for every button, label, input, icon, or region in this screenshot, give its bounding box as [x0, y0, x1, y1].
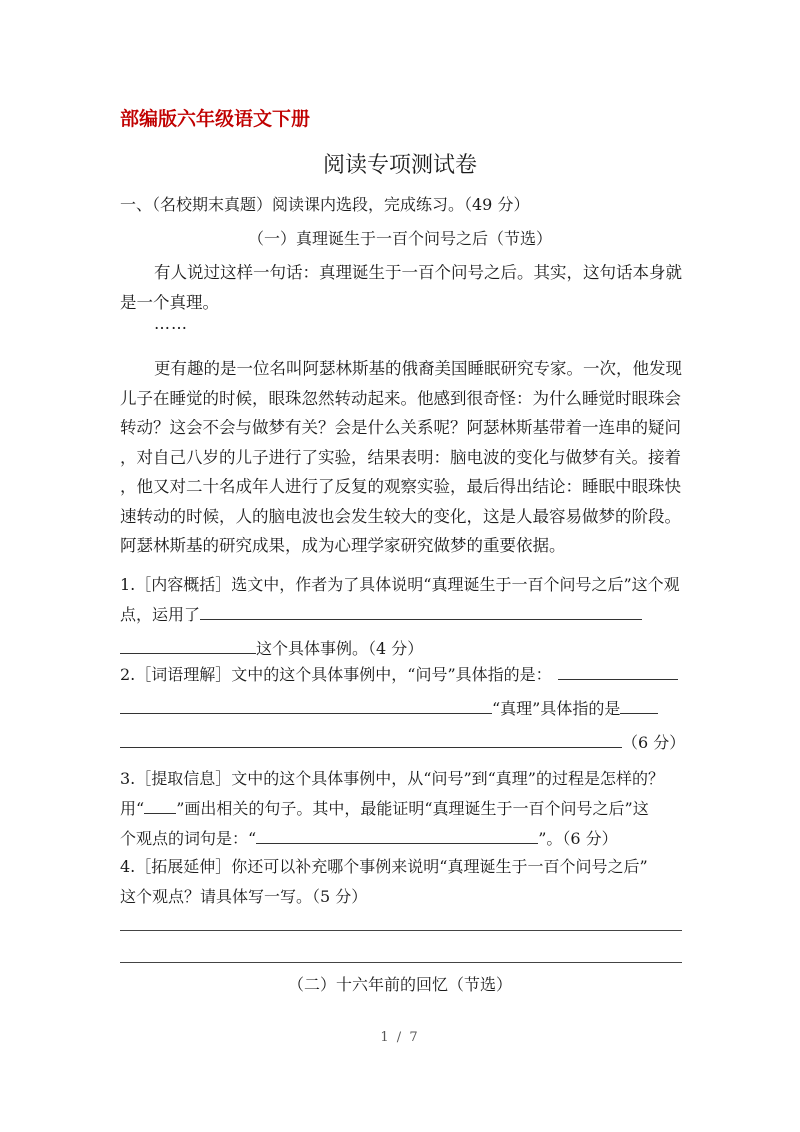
question-text	[120, 660, 685, 690]
answer-line[interactable]	[120, 962, 682, 963]
paper-title: 阅读专项测试卷	[322, 153, 477, 178]
question-text: 1.［内容概括］选文中，作者为了具体说明“真理诞生于一百个问号之后”这个观	[120, 575, 680, 594]
question-text: 这个观点？请具体写一写。（5 分）	[120, 887, 368, 906]
question-text: 3.［提取信息］文中的这个具体事例中，从“问号”到“真理”的过程是怎样的？	[120, 769, 664, 788]
passage-2-title: （二）十六年前的回忆（节选）	[287, 975, 512, 994]
paragraph-2	[120, 354, 680, 561]
answer-blank[interactable]	[558, 661, 678, 680]
answer-blank[interactable]	[120, 695, 492, 714]
paragraph-1	[120, 258, 680, 317]
question-text	[120, 728, 685, 758]
question-text	[120, 794, 685, 824]
question-text	[120, 600, 685, 630]
section-heading: 一、（名校期末真题）阅读课内选段，完成练习。（49 分）	[120, 195, 530, 214]
question-text	[120, 694, 685, 724]
question-4	[120, 852, 685, 912]
answer-line[interactable]	[120, 930, 682, 931]
answer-blank[interactable]	[200, 601, 642, 620]
answer-blank[interactable]	[144, 795, 176, 814]
paragraph-line: ，他又对二十名成年人进行了反复的观察实验，最后得出结论：睡眠中眼珠快	[120, 477, 681, 496]
question-text-part: ”画出相关的句子。其中，最能证明“真理诞生于一百个问号之后”这	[176, 799, 649, 818]
paragraph-line: ，对自己八岁的儿子进行了实验，结果表明：脑电波的变化与做梦有关。接着	[120, 447, 681, 467]
question-text-part: 这个具体事例。（4 分）	[256, 639, 424, 658]
question-text-part: “真理”具体指的是	[492, 699, 621, 718]
question-text	[120, 824, 685, 854]
answer-blank[interactable]	[120, 729, 622, 748]
question-text-part: （6 分）	[622, 733, 686, 752]
question-text-part: ”。（6 分）	[538, 829, 618, 848]
paragraph-line: 阿瑟林斯基的研究成果，成为心理学家研究做梦的重要依据。	[120, 536, 566, 555]
paragraph-line: 速转动的时候，人的脑电波也会发生较大的变化，这是人最容易做梦的阶段。	[120, 506, 681, 526]
answer-blank[interactable]	[620, 695, 658, 714]
question-1	[120, 570, 685, 664]
paragraph-line: 转动？这会不会与做梦有关？会是什么关系呢？阿瑟林斯基带着一连串的疑问	[120, 418, 681, 437]
question-text-part: 个观点的词句是：“	[120, 829, 257, 848]
question-text-part: 2.［词语理解］文中的这个具体事例中，“问号”具体指的是：	[120, 665, 552, 684]
paragraph-line: 是一个真理。	[120, 292, 219, 312]
question-text-part: 用“	[120, 799, 145, 818]
passage-title: （一）真理诞生于一百个问号之后（节选）	[247, 229, 552, 248]
question-2	[120, 660, 685, 758]
book-title: 部编版六年级语文下册	[120, 108, 311, 130]
ellipsis: ……	[154, 314, 188, 333]
page-indicator: 1 / 7	[380, 1030, 420, 1045]
question-text: 4.［拓展延伸］你还可以补充哪个事例来说明“真理诞生于一百个问号之后”	[120, 857, 648, 876]
paragraph-line: 儿子在睡觉的时候，眼珠忽然转动起来。他感到很奇怪：为什么睡觉时眼珠会	[120, 388, 681, 408]
question-text-part: 点，运用了	[120, 605, 201, 624]
paragraph-line: 有人说过这样一句话：真理诞生于一百个问号之后。其实，这句话本身就	[154, 263, 682, 282]
answer-blank[interactable]	[120, 635, 256, 654]
paragraph-line: 更有趣的是一位名叫阿瑟林斯基的俄裔美国睡眠研究专家。一次，他发现	[154, 359, 682, 378]
answer-blank[interactable]	[256, 825, 538, 844]
question-3	[120, 764, 685, 854]
